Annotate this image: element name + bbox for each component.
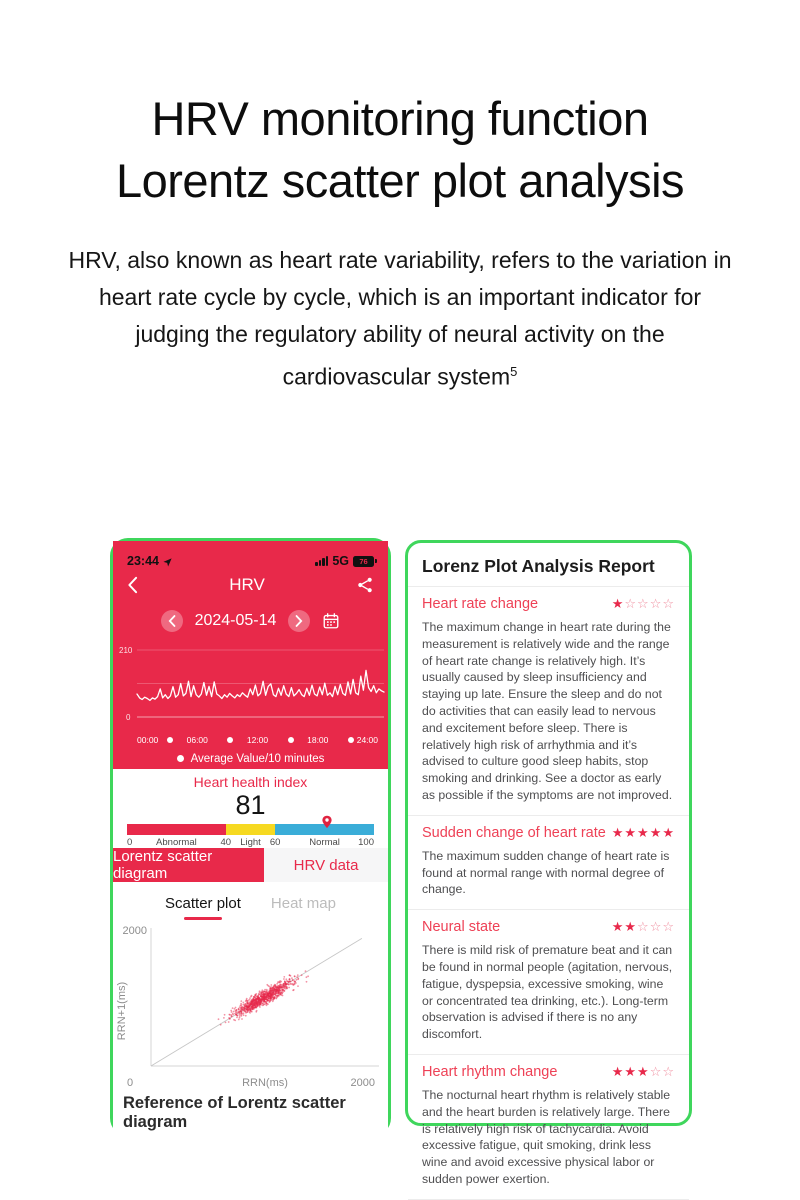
signal-bars-icon — [315, 556, 328, 566]
report-section-heart-rhythm-change — [408, 1054, 689, 1199]
star-empty-icon: ☆ — [649, 1063, 663, 1079]
gauge-tick: 100 — [358, 837, 374, 848]
lorentz-scatter-chart — [113, 916, 394, 1094]
star-filled-icon: ★ — [611, 919, 625, 935]
phone-mockup — [110, 538, 391, 1136]
intro-footnote-ref: 5 — [510, 364, 518, 379]
intro-text: HRV, also known as heart rate variability, refers to the variation in heart rate cycle by cycle, which is an important indicator for judging the regulatory ability of neural activity on the cardiovascular system — [68, 247, 732, 390]
xtick: 18:00 — [307, 735, 329, 745]
xtick: 24:00 — [356, 735, 378, 745]
phone-red-area — [113, 541, 388, 769]
heart-index-value: 81 — [235, 790, 266, 820]
hrv-line-chart — [113, 640, 394, 730]
star-filled-icon: ★ — [662, 824, 675, 840]
gauge-pin-icon — [321, 815, 333, 829]
gauge-labels — [127, 837, 374, 849]
section-title: Sudden change of heart rate — [422, 824, 606, 841]
analysis-report-panel — [405, 540, 692, 1186]
section-title: Neural state — [422, 919, 501, 936]
axis-dot — [227, 737, 233, 743]
svg-text:0: 0 — [127, 1077, 134, 1089]
content-panels — [110, 538, 692, 1186]
star-empty-icon: ☆ — [662, 1063, 675, 1079]
svg-text:0: 0 — [126, 713, 131, 722]
gauge-bar — [127, 824, 374, 835]
xtick: 06:00 — [186, 735, 208, 745]
date-next-button[interactable] — [288, 610, 310, 632]
star-empty-icon: ☆ — [662, 919, 675, 935]
status-time: 23:44 — [127, 554, 159, 568]
tab-scatter-plot[interactable]: Scatter plot — [165, 894, 241, 912]
gauge-tick: 0 — [127, 837, 133, 848]
svg-text:RRN+1(ms): RRN+1(ms) — [116, 981, 128, 1041]
view-tabs — [113, 848, 388, 882]
svg-text:RRN(ms): RRN(ms) — [242, 1077, 288, 1089]
legend-label: Average Value/10 minutes — [190, 752, 325, 765]
battery-icon: 76 — [353, 556, 374, 567]
svg-text:210: 210 — [119, 646, 133, 655]
star-filled-icon: ★ — [624, 824, 638, 840]
gauge-segment-label: Normal — [309, 837, 340, 848]
star-filled-icon: ★ — [637, 1063, 650, 1079]
chevron-left-icon — [168, 615, 176, 627]
back-chevron-icon[interactable] — [127, 576, 138, 594]
section-title: Heart rhythm change — [422, 1063, 558, 1080]
star-filled-icon: ★ — [611, 1063, 625, 1079]
section-title: Heart rate change — [422, 596, 539, 612]
report-section-neural-state — [408, 909, 689, 1054]
scatter-caption: Reference of Lorentz scatter diagram — [123, 1094, 346, 1131]
hrv-chart-xaxis — [137, 735, 378, 748]
axis-dot — [348, 737, 354, 743]
gauge-tick: 60 — [269, 837, 281, 848]
xtick: 00:00 — [137, 735, 159, 745]
date-prev-button[interactable] — [161, 610, 183, 632]
tab-hrv-data[interactable]: HRV data — [264, 848, 388, 882]
nav-bar — [113, 568, 388, 602]
star-rating — [612, 919, 675, 935]
date-value: 2024-05-14 — [194, 612, 277, 629]
star-filled-icon: ★ — [649, 824, 663, 840]
star-empty-icon: ☆ — [649, 919, 663, 935]
health-gauge — [127, 824, 374, 835]
axis-dot — [288, 737, 294, 743]
chart-legend — [113, 748, 388, 769]
hrv-chart-area — [113, 640, 388, 735]
section-body: The maximum change in heart rate during the measurement is relatively wide and the range of heart rate change is relatively high. It’s usually caused by sleep insufficiency and staying up late. Ensure the sleep and do not do activities that can easily lead to nervous and excitement before sleep. There is relatively high risk of arrhythmia and it’s advised to culture good sleep habits, stop smoking and drinking. See a doctor as early as possible if the symptoms are not improved. — [422, 620, 673, 802]
report-section-sudden-change — [408, 815, 689, 909]
tab-lorentz-scatter-diagram[interactable]: Lorentz scatter diagram — [113, 848, 264, 882]
chevron-right-icon — [295, 615, 303, 627]
star-filled-icon: ★ — [611, 824, 625, 840]
svg-text:2000: 2000 — [122, 925, 147, 937]
location-arrow-icon — [163, 556, 174, 567]
gauge-segment-light — [226, 824, 275, 835]
scatter-section — [113, 882, 388, 1144]
status-bar — [113, 541, 388, 568]
heart-index-label: Heart health index — [193, 774, 308, 790]
status-network: 5G — [332, 554, 349, 568]
star-filled-icon: ★ — [624, 919, 638, 935]
page-title-line2: Lorentz scatter plot analysis — [115, 154, 685, 207]
star-empty-icon: ☆ — [624, 596, 638, 611]
heart-health-card — [113, 769, 388, 848]
share-icon[interactable] — [356, 576, 374, 594]
gauge-segment-abnormal — [127, 824, 226, 835]
star-rating — [612, 596, 675, 612]
star-empty-icon: ☆ — [637, 919, 650, 935]
star-empty-icon: ☆ — [662, 596, 675, 611]
axis-dot — [167, 737, 173, 743]
gauge-segment-label: Abnormal — [156, 837, 197, 848]
section-body: The nocturnal heart rhythm is relatively stable and the heart burden is relatively large. There is relatively high risk of tachycardia. Avoid excessive fatigue, quit smoking, drink less wine and avoid excessive physical labor or sudden power exertion. — [422, 1087, 671, 1186]
star-filled-icon: ★ — [624, 1063, 638, 1079]
svg-text:2000: 2000 — [350, 1077, 375, 1089]
star-rating — [612, 1064, 675, 1080]
star-empty-icon: ☆ — [649, 596, 663, 611]
star-filled-icon: ★ — [611, 596, 625, 611]
gauge-segment-label: Light — [240, 837, 261, 848]
date-picker — [113, 602, 388, 640]
legend-dot-icon — [177, 755, 184, 762]
page-title-line1: HRV monitoring function — [151, 92, 649, 145]
star-empty-icon: ☆ — [637, 596, 650, 611]
report-section-heart-rate-change — [408, 586, 689, 815]
star-filled-icon: ★ — [637, 824, 650, 840]
report-title: Lorenz Plot Analysis Report — [422, 556, 655, 576]
scatter-tabs — [113, 882, 388, 916]
tab-heat-map[interactable]: Heat map — [270, 894, 336, 912]
section-body: The maximum sudden change of heart rate is found at normal range with normal degree of change. — [422, 848, 670, 897]
section-body: There is mild risk of premature beat and it can be found in normal people (agitation, nervous, fatigue, dyspepsia, excessive smoking, wine or concentrated tea drinking, etc.). Long-term observation is advised if there is no any discomfort. — [422, 943, 673, 1042]
page-title — [0, 88, 800, 212]
gauge-tick: 40 — [220, 837, 232, 848]
star-rating — [612, 825, 675, 841]
nav-title: HRV — [229, 575, 265, 594]
calendar-icon[interactable] — [322, 612, 340, 630]
xtick: 12:00 — [246, 735, 269, 745]
page — [0, 88, 800, 1186]
intro-paragraph — [60, 242, 740, 396]
